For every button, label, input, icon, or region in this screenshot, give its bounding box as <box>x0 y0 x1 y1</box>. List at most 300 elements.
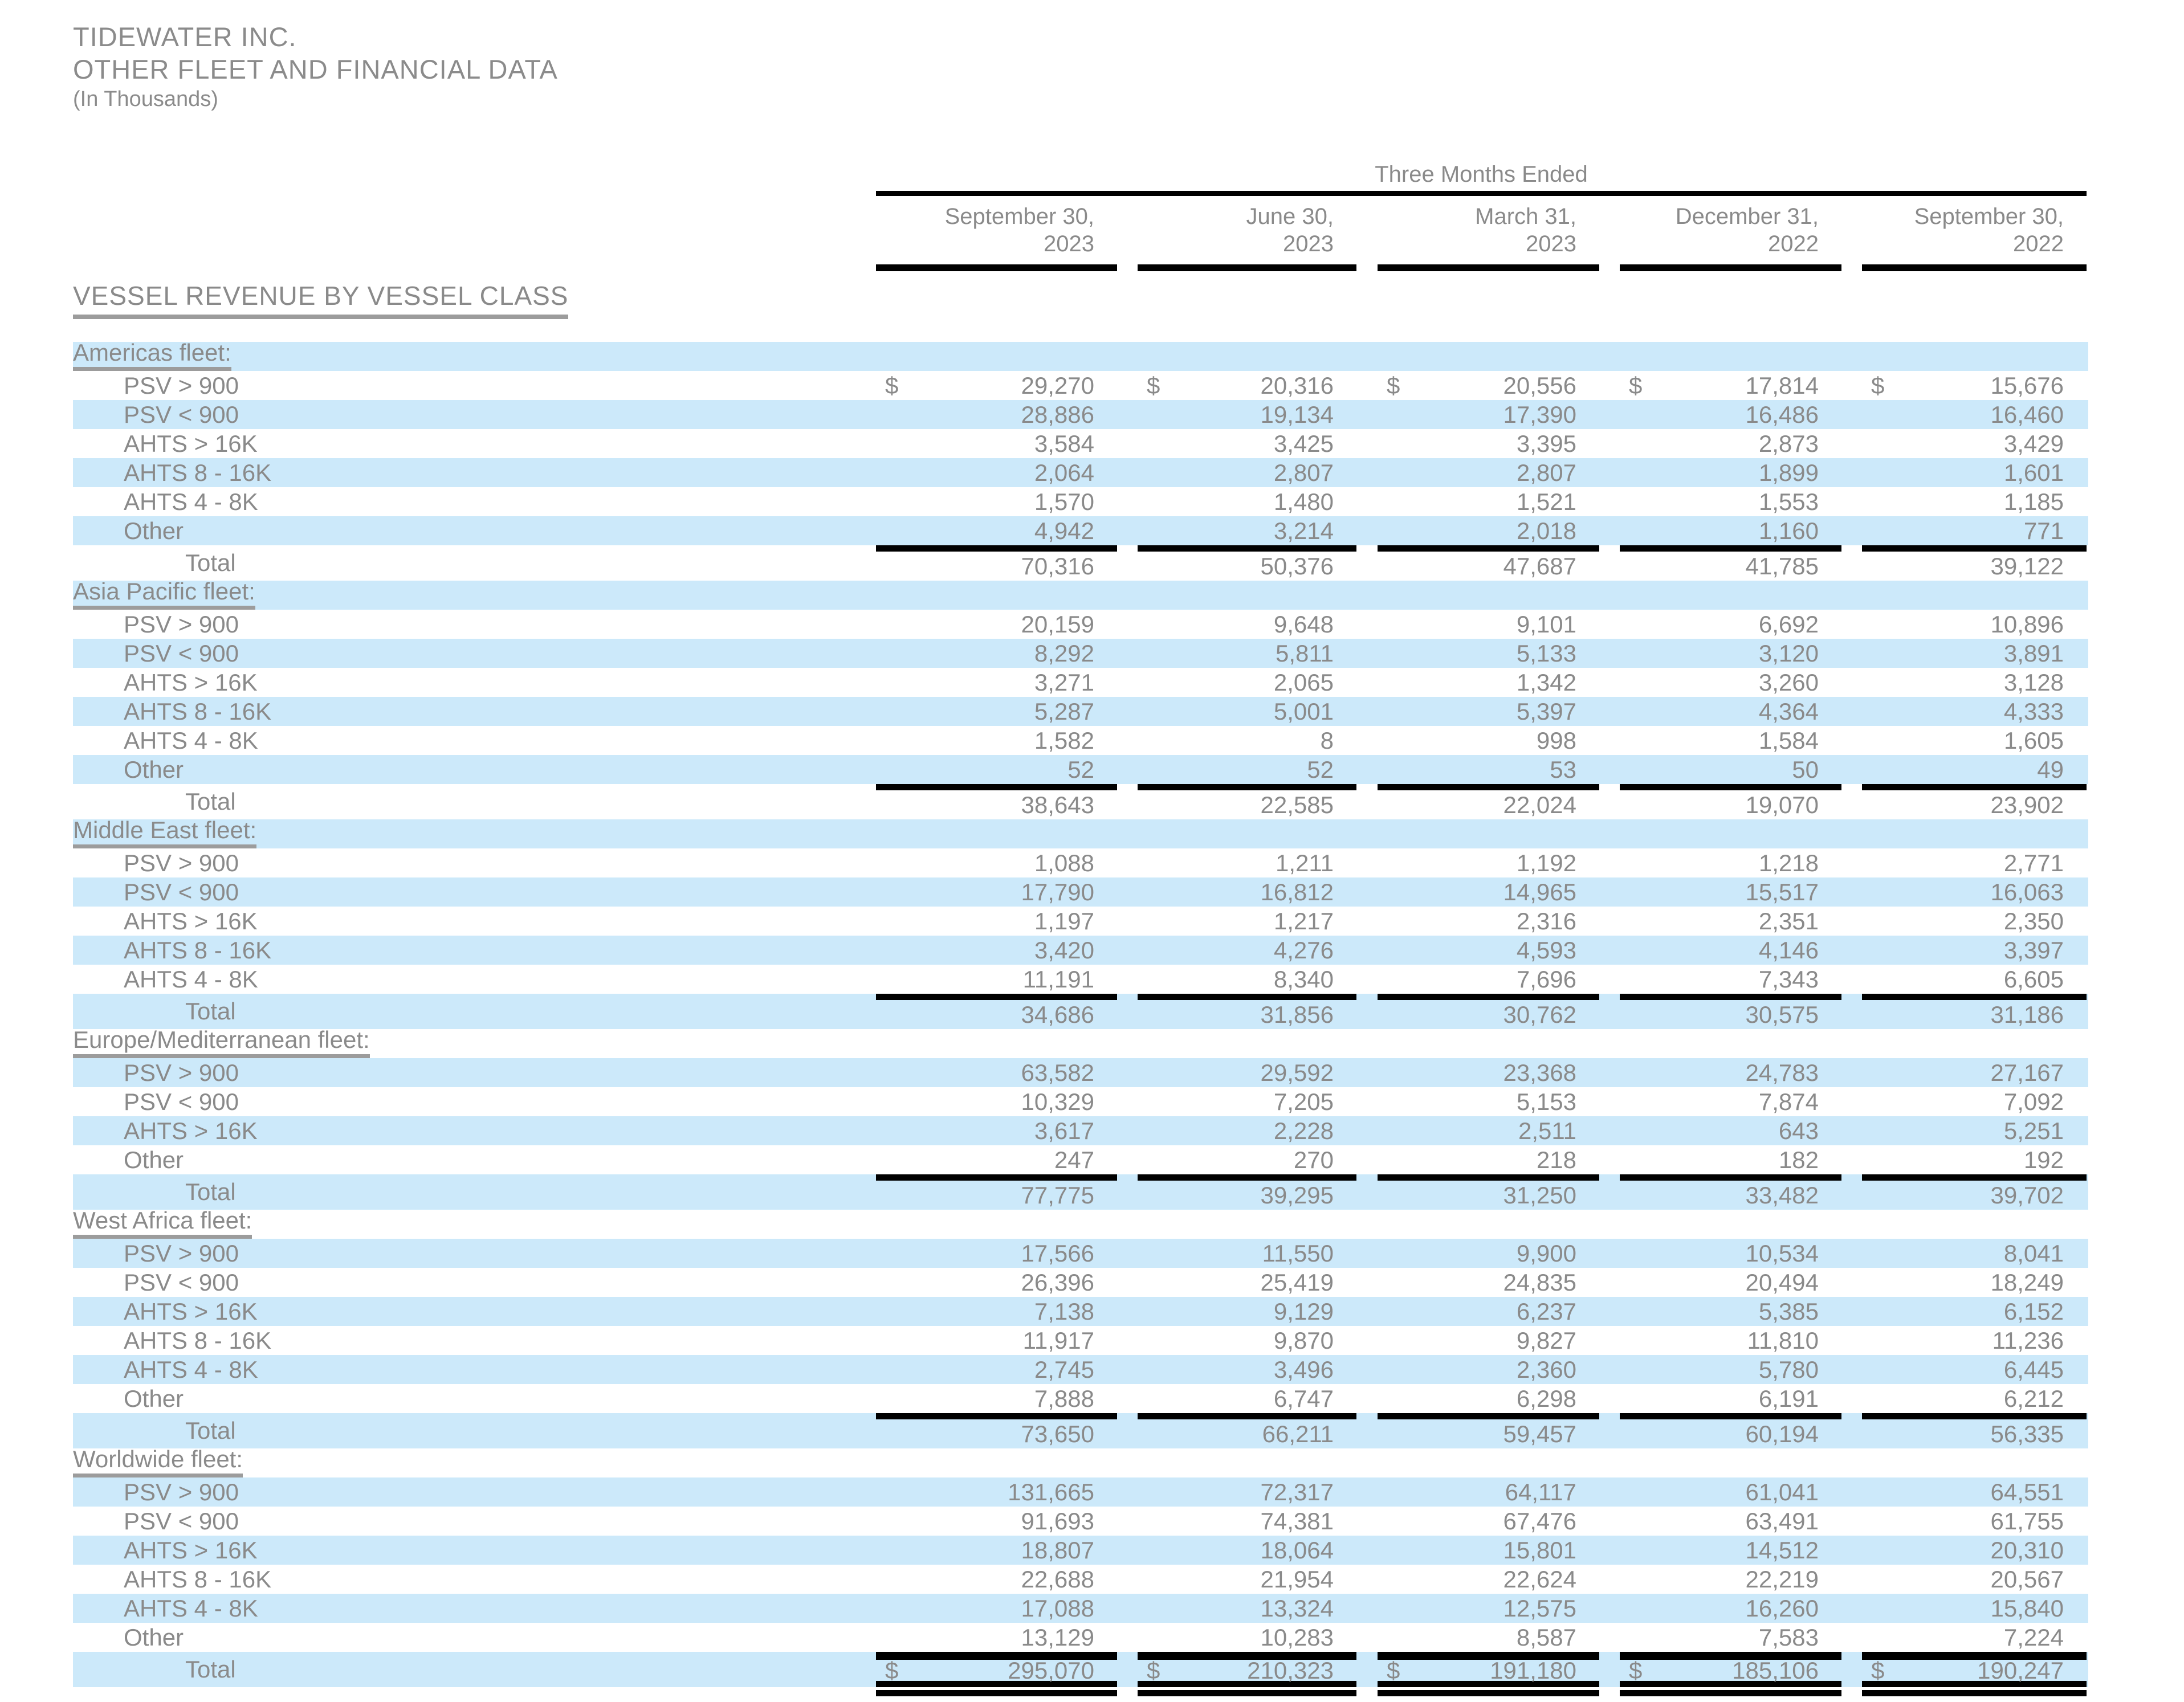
total-label: Total <box>185 549 236 577</box>
header-spacer <box>73 162 876 196</box>
value-cell <box>1862 1058 2087 1087</box>
value: 643 <box>1778 1117 1819 1144</box>
label-cell <box>73 1297 876 1326</box>
value: 20,567 <box>1990 1565 2064 1593</box>
value-cell <box>1620 668 1841 697</box>
value-cell <box>1620 639 1841 668</box>
value: 21,954 <box>1260 1565 1334 1593</box>
value-cell <box>1620 697 1841 726</box>
table-row <box>73 1145 2088 1174</box>
value: 52 <box>1307 756 1334 783</box>
value: 1,553 <box>1758 488 1819 515</box>
value-cell <box>876 1174 1117 1210</box>
double-underline-cell <box>1862 1687 2087 1702</box>
value: 91,693 <box>1021 1507 1094 1534</box>
value: 2,018 <box>1516 517 1576 544</box>
column-header-5 <box>1862 196 2087 271</box>
row-label: AHTS > 16K <box>124 907 258 934</box>
row-label: PSV > 900 <box>124 372 239 399</box>
value: 9,129 <box>1273 1297 1334 1325</box>
value-cell <box>1862 610 2087 639</box>
value: 5,153 <box>1516 1088 1576 1115</box>
value-cell <box>1138 1174 1356 1210</box>
value-cell <box>1620 1594 1841 1623</box>
value: 8,041 <box>2003 1239 2064 1267</box>
value-cell <box>1378 994 1599 1029</box>
value: 20,494 <box>1745 1268 1819 1296</box>
value: 4,333 <box>2003 697 2064 725</box>
value: 30,575 <box>1745 1001 1819 1028</box>
value-cell <box>1620 458 1841 487</box>
value: 39,295 <box>1260 1181 1334 1209</box>
value: 49 <box>2037 756 2064 783</box>
label-cell <box>73 400 876 429</box>
row-label: AHTS 4 - 8K <box>124 1356 258 1383</box>
label-cell <box>73 339 876 371</box>
value-cell <box>1862 1174 2087 1210</box>
label-cell <box>73 1145 876 1174</box>
label-cell <box>73 1623 876 1652</box>
value: 2,807 <box>1273 459 1334 486</box>
currency-symbol: $ <box>1871 372 1885 399</box>
row-label: AHTS 8 - 16K <box>124 1565 272 1593</box>
value-cell <box>1620 907 1841 936</box>
label-cell <box>73 726 876 755</box>
value: 60,194 <box>1745 1420 1819 1447</box>
label-cell <box>73 936 876 965</box>
label-cell <box>73 1268 876 1297</box>
label-cell <box>73 907 876 936</box>
value-cell <box>1378 1355 1599 1384</box>
value-cell <box>1620 1087 1841 1116</box>
value: 29,270 <box>1021 372 1094 399</box>
value-cell <box>1378 429 1599 458</box>
value: 5,385 <box>1758 1297 1819 1325</box>
value-cell <box>1378 848 1599 877</box>
value: 2,745 <box>1034 1356 1094 1383</box>
table-row <box>73 877 2088 907</box>
label-cell <box>73 1652 876 1687</box>
table-row <box>73 726 2088 755</box>
total-row <box>73 1652 2088 1687</box>
value: 1,584 <box>1758 726 1819 754</box>
fleet-name: Asia Pacific fleet: <box>73 578 255 610</box>
table-row <box>73 1507 2088 1536</box>
document-page <box>0 21 2184 1702</box>
section-title-row <box>73 280 2088 319</box>
value: 2,351 <box>1758 907 1819 934</box>
value-cell <box>1862 545 2087 581</box>
double-underline-cell <box>1620 1687 1841 1702</box>
value-cell <box>1862 1145 2087 1174</box>
value: 210,323 <box>1247 1656 1334 1684</box>
table-row <box>73 1326 2088 1355</box>
row-label: AHTS 4 - 8K <box>124 1594 258 1622</box>
value: 1,088 <box>1034 849 1094 876</box>
value: 6,212 <box>2003 1385 2064 1412</box>
table-row <box>73 1384 2088 1413</box>
value: 2,064 <box>1034 459 1094 486</box>
value: 52 <box>1067 756 1094 783</box>
label-cell <box>73 1565 876 1594</box>
value-cell <box>876 1297 1117 1326</box>
label-cell <box>73 994 876 1029</box>
value: 1,197 <box>1034 907 1094 934</box>
value: 73,650 <box>1021 1420 1094 1447</box>
value: 23,368 <box>1503 1059 1576 1086</box>
table-row <box>73 639 2088 668</box>
value: 31,186 <box>1990 1001 2064 1028</box>
value: 7,888 <box>1034 1385 1094 1412</box>
label-cell <box>73 755 876 784</box>
value-cell <box>876 610 1117 639</box>
value: 16,486 <box>1745 401 1819 428</box>
value: 7,138 <box>1034 1297 1094 1325</box>
value: 16,460 <box>1990 401 2064 428</box>
label-cell <box>73 1026 876 1058</box>
value: 11,191 <box>1022 965 1094 993</box>
value: 5,251 <box>2003 1117 2064 1144</box>
label-cell <box>73 1058 876 1087</box>
value-cell <box>1620 516 1841 545</box>
value: 190,247 <box>1977 1656 2064 1684</box>
value-cell <box>1620 1565 1841 1594</box>
row-label: Other <box>124 1623 184 1651</box>
value-cell <box>1620 1297 1841 1326</box>
value: 3,260 <box>1758 668 1819 696</box>
value-cell <box>1138 1355 1356 1384</box>
value: 3,271 <box>1034 668 1094 696</box>
label-cell <box>73 487 876 516</box>
value-cell <box>1620 1652 1841 1687</box>
value-cell <box>876 848 1117 877</box>
value: 20,159 <box>1021 610 1094 638</box>
value: 24,783 <box>1745 1059 1819 1086</box>
value: 23,902 <box>1990 791 2064 818</box>
label-cell <box>73 1207 876 1239</box>
value-cell <box>1378 726 1599 755</box>
value: 47,687 <box>1503 552 1576 579</box>
label-cell <box>73 965 876 994</box>
double-underline-cell <box>876 1687 1117 1702</box>
value-cell <box>1620 755 1841 784</box>
value-cell <box>1862 1507 2087 1536</box>
value: 5,001 <box>1273 697 1334 725</box>
value: 10,283 <box>1260 1623 1334 1651</box>
value: 295,070 <box>1008 1656 1094 1684</box>
value-cell <box>1378 1239 1599 1268</box>
value: 1,185 <box>2003 488 2064 515</box>
currency-symbol: $ <box>1629 372 1643 399</box>
value-cell <box>876 1116 1117 1145</box>
value-cell <box>1620 1477 1841 1507</box>
column-header-year: 2023 <box>1526 231 1576 257</box>
row-label: Other <box>124 1385 184 1412</box>
row-label: AHTS > 16K <box>124 1117 258 1144</box>
row-label: AHTS > 16K <box>124 430 258 457</box>
value: 18,249 <box>1990 1268 2064 1296</box>
value: 3,425 <box>1273 430 1334 457</box>
value-cell <box>1378 1268 1599 1297</box>
row-label: PSV < 900 <box>124 639 239 667</box>
currency-symbol: $ <box>885 372 899 399</box>
value: 3,429 <box>2003 430 2064 457</box>
value-cell <box>876 429 1117 458</box>
table-row <box>73 907 2088 936</box>
value: 6,605 <box>2003 965 2064 993</box>
value-cell <box>1862 1087 2087 1116</box>
label-cell <box>73 1507 876 1536</box>
value: 9,900 <box>1516 1239 1576 1267</box>
value-cell <box>876 371 1117 400</box>
value: 2,360 <box>1516 1356 1576 1383</box>
value-cell <box>876 1623 1117 1652</box>
value: 185,106 <box>1732 1656 1819 1684</box>
table-row <box>73 1594 2088 1623</box>
table-row <box>73 1355 2088 1384</box>
value-cell <box>876 726 1117 755</box>
value: 2,511 <box>1518 1117 1576 1144</box>
value: 6,191 <box>1758 1385 1819 1412</box>
value: 8 <box>1320 726 1334 754</box>
value: 64,117 <box>1505 1478 1576 1505</box>
value-cell <box>1138 1384 1356 1413</box>
value-cell <box>1862 371 2087 400</box>
table-row <box>73 1239 2088 1268</box>
value: 12,575 <box>1503 1594 1576 1622</box>
column-header-date: September 30, <box>944 204 1094 230</box>
table-row <box>73 1058 2088 1087</box>
value: 15,801 <box>1503 1536 1576 1564</box>
value: 22,024 <box>1503 791 1576 818</box>
value-cell <box>1620 1355 1841 1384</box>
value-cell <box>1138 1058 1356 1087</box>
row-label: AHTS 8 - 16K <box>124 697 272 725</box>
value-cell <box>876 1652 1117 1687</box>
value-cell <box>1138 1536 1356 1565</box>
value: 30,762 <box>1503 1001 1576 1028</box>
value-cell <box>1138 1507 1356 1536</box>
label-cell <box>73 784 876 819</box>
fleet-header-row <box>73 1207 2088 1239</box>
value: 8,340 <box>1273 965 1334 993</box>
table-row <box>73 610 2088 639</box>
value: 3,395 <box>1516 430 1576 457</box>
value-cell <box>1378 1297 1599 1326</box>
row-label: AHTS 8 - 16K <box>124 1327 272 1354</box>
value-cell <box>1862 726 2087 755</box>
value: 25,419 <box>1260 1268 1334 1296</box>
double-underline-cell <box>1378 1687 1599 1702</box>
column-header-4 <box>1620 196 1841 271</box>
row-label: PSV > 900 <box>124 1239 239 1267</box>
value-cell <box>1862 697 2087 726</box>
value-cell <box>876 458 1117 487</box>
value: 20,556 <box>1503 372 1576 399</box>
value-cell <box>1378 1536 1599 1565</box>
table-row <box>73 755 2088 784</box>
label-cell <box>73 371 876 400</box>
value: 192 <box>2023 1146 2064 1173</box>
value: 19,134 <box>1260 401 1334 428</box>
value: 7,343 <box>1758 965 1819 993</box>
value: 16,812 <box>1260 878 1334 905</box>
value: 29,592 <box>1260 1059 1334 1086</box>
value-cell <box>1378 1384 1599 1413</box>
value: 9,101 <box>1516 610 1576 638</box>
value: 11,810 <box>1747 1327 1819 1354</box>
label-cell <box>73 545 876 581</box>
value: 4,942 <box>1034 517 1094 544</box>
value: 61,755 <box>1990 1507 2064 1534</box>
rule-bar <box>1138 1690 1356 1696</box>
value: 17,814 <box>1745 372 1819 399</box>
row-label: AHTS > 16K <box>124 1536 258 1564</box>
value: 1,342 <box>1516 668 1576 696</box>
value-cell <box>1378 697 1599 726</box>
value: 10,329 <box>1021 1088 1094 1115</box>
row-label: PSV < 900 <box>124 878 239 905</box>
rule-bar <box>876 1690 1117 1696</box>
value: 1,570 <box>1034 488 1094 515</box>
value-cell <box>1620 726 1841 755</box>
row-label: AHTS 4 - 8K <box>124 488 258 515</box>
value: 771 <box>2023 517 2064 544</box>
value: 2,316 <box>1516 907 1576 934</box>
rule-bar <box>1620 1690 1841 1696</box>
table-row <box>73 1536 2088 1565</box>
value: 16,063 <box>1990 878 2064 905</box>
value: 63,491 <box>1745 1507 1819 1534</box>
row-label: AHTS 4 - 8K <box>124 965 258 993</box>
value-cell <box>1862 1239 2087 1268</box>
value-cell <box>1620 1145 1841 1174</box>
fleet-name: Americas fleet: <box>73 339 231 371</box>
value: 33,482 <box>1745 1181 1819 1209</box>
currency-symbol: $ <box>885 1656 899 1684</box>
value-cell <box>1620 1058 1841 1087</box>
total-row <box>73 994 2088 1029</box>
value: 15,840 <box>1990 1594 2064 1622</box>
value-cell <box>876 668 1117 697</box>
value: 1,521 <box>1516 488 1576 515</box>
value: 24,835 <box>1503 1268 1576 1296</box>
value: 28,886 <box>1021 401 1094 428</box>
label-cell <box>73 697 876 726</box>
value: 1,605 <box>2003 726 2064 754</box>
table-row <box>73 1268 2088 1297</box>
value: 4,276 <box>1273 936 1334 964</box>
total-label: Total <box>185 1178 236 1206</box>
row-label: AHTS 8 - 16K <box>124 459 272 486</box>
value: 1,211 <box>1276 849 1334 876</box>
label-cell <box>73 1384 876 1413</box>
value: 8,292 <box>1034 639 1094 667</box>
value: 9,827 <box>1516 1327 1576 1354</box>
value-cell <box>1378 1652 1599 1687</box>
value-cell <box>1378 877 1599 907</box>
value-cell <box>1378 1594 1599 1623</box>
value: 3,496 <box>1273 1356 1334 1383</box>
value: 3,584 <box>1034 430 1094 457</box>
value-cell <box>876 994 1117 1029</box>
label-cell <box>73 1087 876 1116</box>
total-row <box>73 1174 2088 1210</box>
value: 1,601 <box>2003 459 2064 486</box>
value: 61,041 <box>1745 1478 1819 1505</box>
value: 22,624 <box>1503 1565 1576 1593</box>
value-cell <box>1620 784 1841 819</box>
total-label: Total <box>185 1656 236 1683</box>
value-cell <box>1862 848 2087 877</box>
value: 7,874 <box>1758 1088 1819 1115</box>
value-cell <box>1138 610 1356 639</box>
currency-symbol: $ <box>1387 372 1400 399</box>
value-cell <box>1378 755 1599 784</box>
rule-bar <box>1378 1690 1599 1696</box>
value: 18,064 <box>1260 1536 1334 1564</box>
value-cell <box>1862 994 2087 1029</box>
value-cell <box>876 1477 1117 1507</box>
column-header-year: 2022 <box>2013 231 2064 257</box>
value: 7,205 <box>1273 1088 1334 1115</box>
column-headers-row <box>73 196 2088 271</box>
value-cell <box>876 1239 1117 1268</box>
value: 50 <box>1792 756 1819 783</box>
value-cell <box>1138 877 1356 907</box>
table-row <box>73 668 2088 697</box>
table-row <box>73 400 2088 429</box>
value: 1,582 <box>1034 726 1094 754</box>
table-row <box>73 697 2088 726</box>
value: 3,617 <box>1034 1117 1094 1144</box>
value: 247 <box>1054 1146 1094 1173</box>
double-underline-cell <box>1138 1687 1356 1702</box>
value: 5,397 <box>1516 697 1576 725</box>
value: 2,807 <box>1516 459 1576 486</box>
value-cell <box>876 1145 1117 1174</box>
value: 39,122 <box>1990 552 2064 579</box>
table-row <box>73 371 2088 400</box>
value-cell <box>876 1268 1117 1297</box>
section-title: VESSEL REVENUE BY VESSEL CLASS <box>73 280 568 319</box>
column-header-year: 2023 <box>1283 231 1334 257</box>
value: 2,873 <box>1758 430 1819 457</box>
column-header-3 <box>1378 196 1599 271</box>
value-cell <box>876 965 1117 994</box>
value: 5,133 <box>1516 639 1576 667</box>
value: 56,335 <box>1990 1420 2064 1447</box>
row-label: AHTS > 16K <box>124 1297 258 1325</box>
value-cell <box>876 755 1117 784</box>
label-cell <box>73 848 876 877</box>
value: 10,896 <box>1990 610 2064 638</box>
fleet-header-row <box>73 1026 2088 1058</box>
value-cell <box>1862 400 2087 429</box>
value-cell <box>1862 1116 2087 1145</box>
value-cell <box>1862 936 2087 965</box>
value-cell <box>1620 1384 1841 1413</box>
table-row <box>73 936 2088 965</box>
value: 34,686 <box>1021 1001 1094 1028</box>
value: 63,582 <box>1021 1059 1094 1086</box>
table-row <box>73 1116 2088 1145</box>
value: 67,476 <box>1503 1507 1576 1534</box>
row-label: PSV < 900 <box>124 401 239 428</box>
value: 7,092 <box>2003 1088 2064 1115</box>
value-cell <box>876 545 1117 581</box>
table-row <box>73 1623 2088 1652</box>
